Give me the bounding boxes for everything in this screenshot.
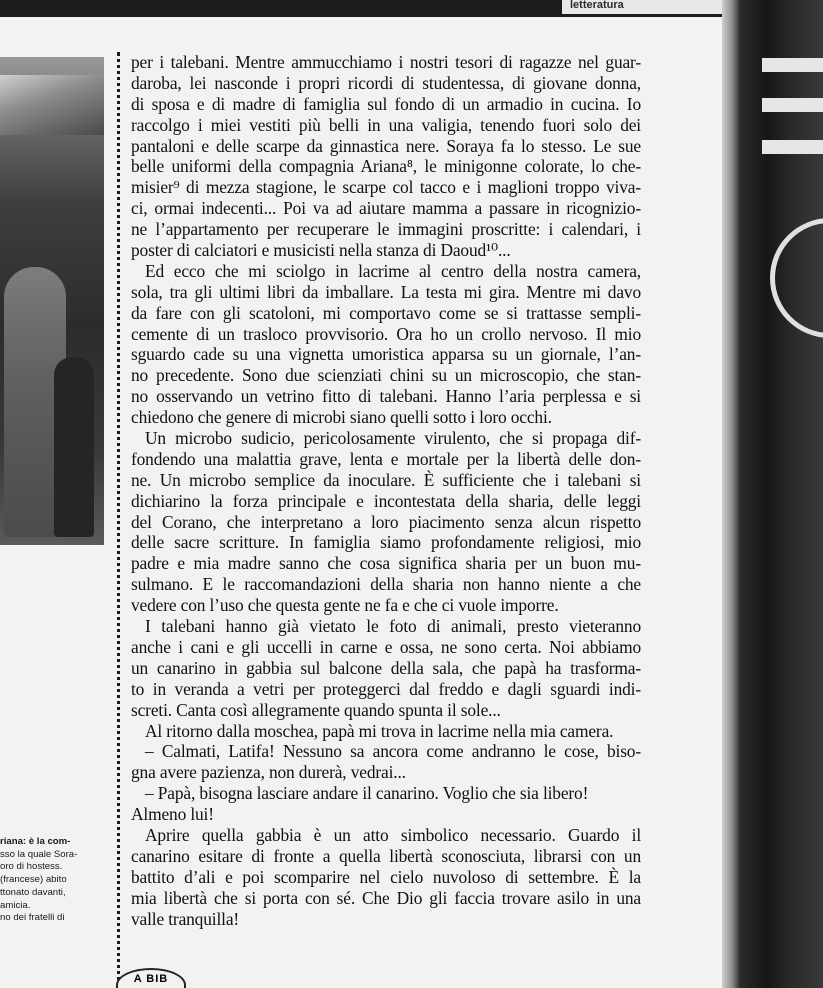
text-line: sguardo cade su una vignetta umoristica apparsa su un giornale, l’an-	[131, 344, 641, 365]
text-line: Al ritorno dalla moschea, papà mi trova in lacrime nella mia camera.	[145, 720, 614, 741]
photo	[0, 57, 104, 545]
text-line: canarino esitare di fronte a quella libertà sconosciuta, librarsi con un	[131, 845, 641, 866]
text-line: misier⁹ di mezza stagione, le scarpe col tacco e i maglioni troppo viva-	[131, 177, 641, 198]
text-line: raccolgo i miei vestiti più belli in una valigia, tenendo fuori solo dei	[131, 114, 641, 135]
caption-line: amicia.	[0, 899, 31, 911]
text-line: valle tranquilla!	[131, 908, 240, 929]
text-line: mia libertà che si porta con sé. Che Dio gli faccia trovare asilo in una	[131, 887, 641, 908]
text-line: vedere con l’uso che questa gente ne fa e che ci vuole imporre.	[131, 595, 559, 616]
text-line: Almeno lui!	[131, 804, 214, 825]
text-line: battito d’ali e poi scomparire nel cielo nuvoloso di settembre. È la	[131, 866, 641, 887]
caption-line: (francese) abito	[0, 874, 67, 886]
text-line: ne l’appartamento per recuperare le immagini proscritte: i calendari, i	[131, 219, 641, 240]
text-line: padre e mia madre sanno che cosa significa sharia per un buon mu-	[131, 553, 641, 574]
text-line: Aprire quella gabbia è un atto simbolico necessario. Guardo il	[145, 824, 641, 845]
text-line: Ed ecco che mi sciolgo in lacrime al centro della nostra camera,	[145, 260, 641, 281]
text-line: per i talebani. Mentre ammucchiamo i nostri tesori di ragazze nel guar-	[131, 52, 641, 72]
book-spine-background	[722, 0, 823, 988]
text-line: dichiarino la forza principale e incontestata della sharia, delle leggi	[131, 490, 641, 511]
text-line: chiedono che genere di microbi siano quelli sotto i loro occhi.	[131, 407, 552, 428]
text-line: I talebani hanno già vietato le foto di animali, presto vieteranno	[145, 616, 641, 637]
text-line: anche i cani e gli uccelli in carne e ossa, ne sono certa. Noi abbiamo	[131, 636, 641, 657]
spine-stripe	[762, 140, 823, 154]
section-label: letteratura	[562, 0, 722, 14]
text-line: to in veranda a vetri per proteggerci dal freddo e dagli sguardi indi-	[131, 678, 641, 699]
text-line: no osservando un vetrino fitto di talebani. Hanno l’aria perplessa e si	[131, 386, 641, 407]
caption-line: no dei fratelli di	[0, 912, 65, 924]
text-line: fondendo una malattia grave, lenta e mortale per la libertà delle don-	[131, 448, 641, 469]
text-line: – Papà, bisogna lasciare andare il canarino. Voglio che sia libero!	[145, 783, 589, 804]
text-line: daroba, lei nasconde i propri ricordi di studentessa, di giovane donna,	[131, 72, 641, 93]
text-line: un canarino in gabbia sul balcone della sala, che papà ha trasforma-	[131, 657, 641, 678]
text-line: sulmano. E le raccomandazioni della sharia non hanno niente a che	[131, 574, 641, 595]
text-line: cemente di un trasloco provvisorio. Ora ho un crollo nervoso. Il mio	[131, 323, 641, 344]
text-line: del Corano, che interpretano a loro piacimento senza alcun rispetto	[131, 511, 641, 532]
caption-line: sso la quale Sora-	[0, 848, 78, 860]
text-line: Un microbo sudicio, pericolosamente virulento, che si propaga dif-	[145, 428, 641, 449]
text-line: sola, tra gli ultimi libri da imballare. La testa mi gira. Mentre mi davo	[131, 281, 641, 302]
caption-line: riana: è la com-	[0, 836, 71, 847]
caption-line: oro di hostess.	[0, 861, 63, 873]
spine-arc	[770, 218, 823, 338]
text-line: ne. Un microbo semplice da inoculare. È sufficiente che i talebani si	[131, 469, 641, 490]
text-line: screti. Canta così allegramente quando spunta il sole...	[131, 699, 501, 720]
body-text	[131, 52, 641, 929]
text-line: pantaloni e delle scarpe da ginnastica nere. Soraya fa lo stesso. Le sue	[131, 135, 641, 156]
caption-line: ttonato davanti,	[0, 886, 66, 898]
footnote-caption	[0, 836, 108, 925]
text-line: gna avere pazienza, non durerà, vedrai...	[131, 762, 406, 783]
text-line: no precedente. Sono due scienziati chini su un microscopio, che stan-	[131, 365, 641, 386]
spine-stripe	[762, 98, 823, 112]
text-line: delle sacre scritture. In famiglia siamo profondamente religiosi, mio	[131, 532, 641, 553]
series-logo: A BIB	[116, 968, 186, 988]
photo-figure-shadow	[54, 357, 94, 537]
text-line: ci, ormai indecenti... Poi va ad aiutare mamma a passare in ricognizio-	[131, 198, 641, 219]
text-line: poster di calciatori e musicisti nella stanza di Daoud¹⁰...	[131, 240, 511, 261]
text-line: – Calmati, Latifa! Nessuno sa ancora come andranno le cose, biso-	[145, 741, 641, 762]
spine-stripe	[762, 58, 823, 72]
dotted-divider	[117, 52, 120, 988]
text-line: da fare con gli scatoloni, mi comportavo come se si trattasse sempli-	[131, 302, 641, 323]
text-line: belle uniformi della compagnia Ariana⁸, le minigonne colorate, lo che-	[131, 156, 641, 177]
text-line: di sposa e di madre di famiglia sul fondo di un armadio in cucina. Io	[131, 93, 641, 114]
photo-mountain	[0, 75, 104, 135]
